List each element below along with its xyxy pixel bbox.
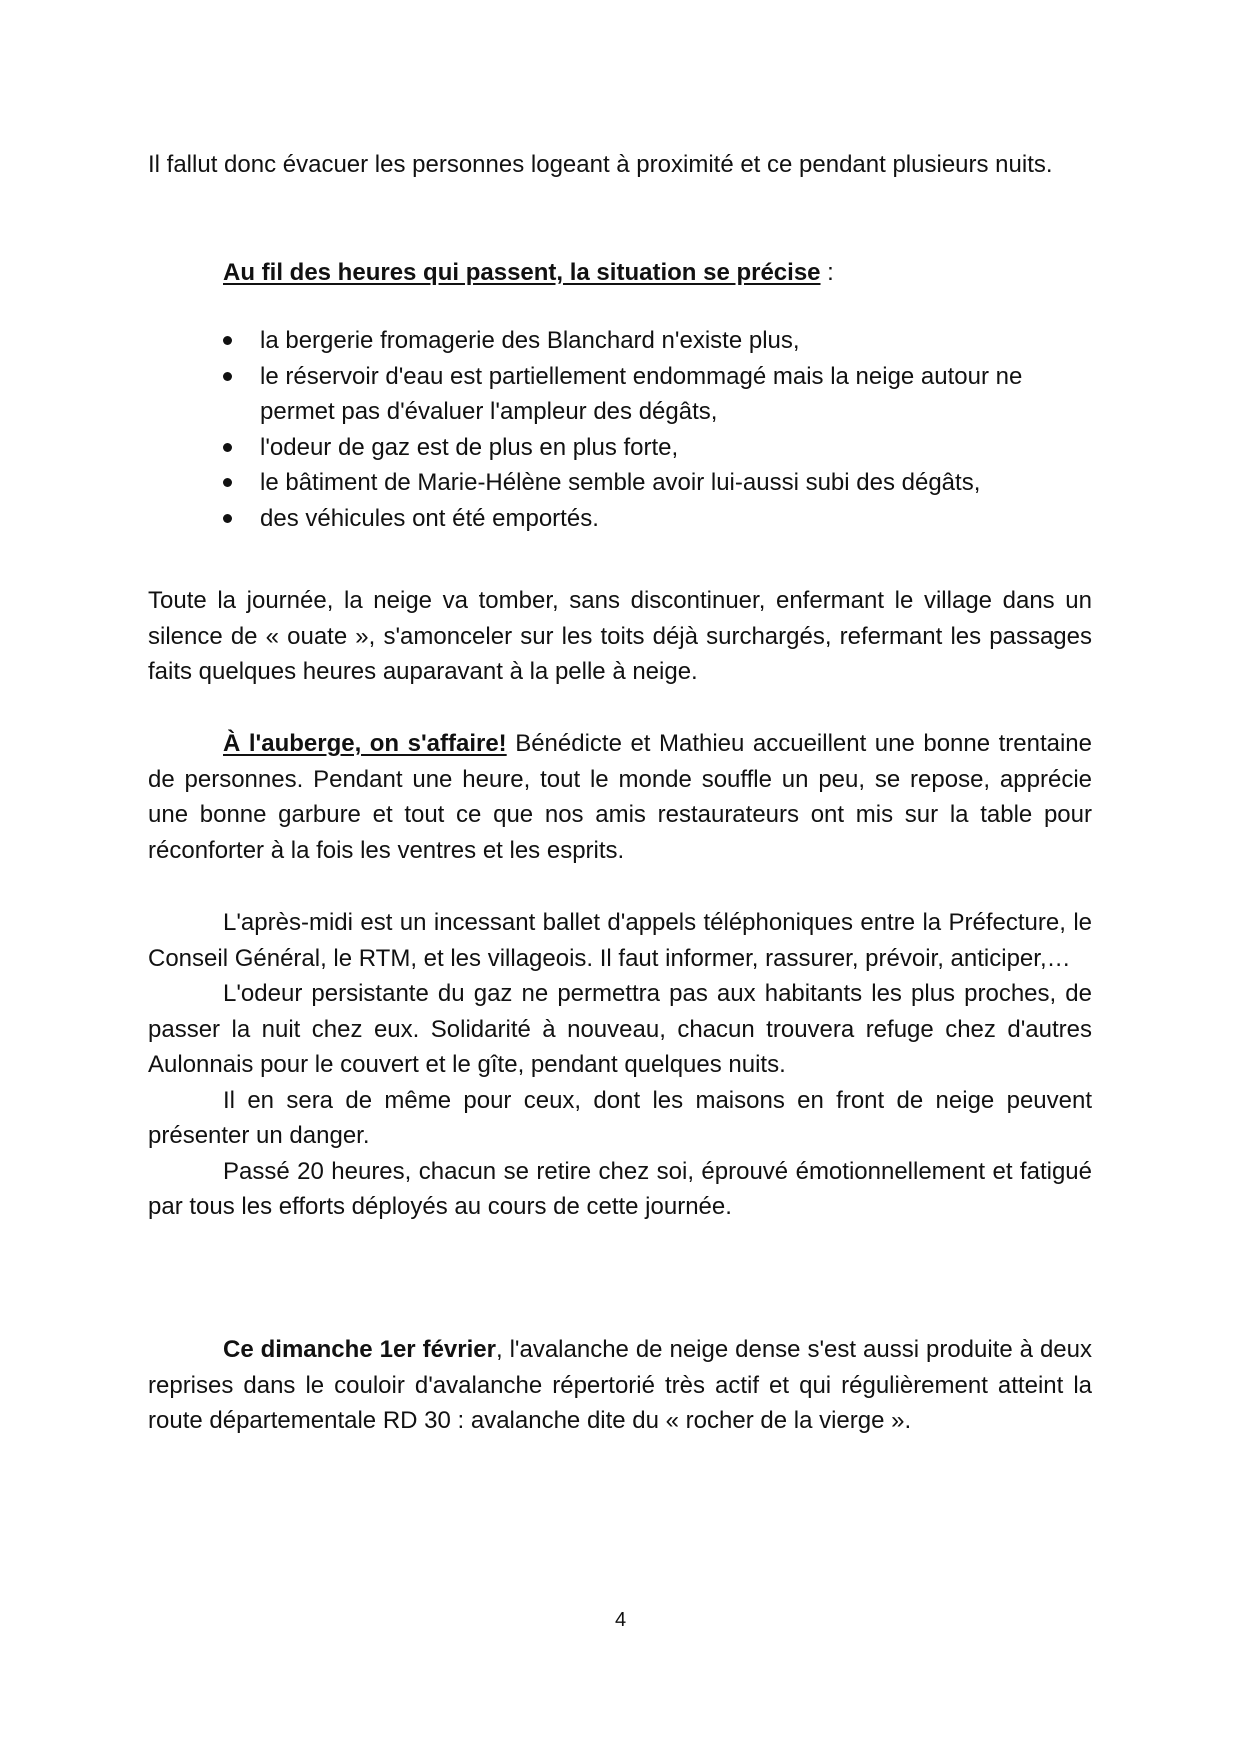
list-item (148, 430, 1092, 466)
bullet-icon (223, 478, 232, 487)
list-item-text: la bergerie fromagerie des Blanchard n'existe plus, (260, 327, 800, 354)
bullet-icon (223, 336, 232, 345)
list-item (148, 465, 1092, 501)
bullet-icon (223, 372, 232, 381)
intro-paragraph (148, 147, 1092, 183)
page-number: 4 (614, 1609, 627, 1631)
intro-text: Il fallut donc évacuer les personnes logeant à proximité et ce pendant plusieurs nuits. (148, 151, 1053, 178)
auberge-paragraph (148, 726, 1092, 868)
situation-bullet-list (148, 323, 1092, 536)
afternoon-paragraph: Passé 20 heures, chacun se retire chez soi, éprouvé émotionnellement et fatigué par tous les efforts déployés au cours de cette journée. (148, 1157, 1092, 1220)
auberge-heading: À l'auberge, on s'affaire! (223, 730, 507, 757)
section-heading (148, 255, 1092, 291)
list-item (148, 359, 1092, 430)
afternoon-paragraph: Il en sera de même pour ceux, dont les maisons en front de neige peuvent présenter un danger. (148, 1086, 1092, 1149)
sunday-heading: Ce dimanche 1er février (223, 1336, 496, 1363)
section-heading-suffix: : (820, 259, 834, 286)
bullet-icon (223, 443, 232, 452)
list-item-text: le bâtiment de Marie-Hélène semble avoir lui-aussi subi des dégâts, (260, 469, 981, 496)
sunday-text: , l'avalanche de neige dense s'est aussi produite à deux reprises dans le couloir d'avalanche répertorié très actif et qui régulièrement atteint la route départementale RD 30 : avalanche dite du « rocher de la vierge ». (148, 1336, 1092, 1434)
list-item-text: des véhicules ont été emportés. (260, 504, 599, 532)
sunday-paragraph (148, 1332, 1092, 1439)
auberge-text: Bénédicte et Mathieu accueillent une bonne trentaine de personnes. Pendant une heure, tout le monde souffle un peu, se repose, apprécie une bonne garbure et tout ce que nos amis restaurateurs ont mis sur la table pour réconforter à la fois les ventres et les esprits. (148, 730, 1092, 864)
list-item-text: le réservoir d'eau est partiellement endommagé mais la neige autour ne permet pas d'évaluer l'ampleur des dégâts, (260, 362, 1023, 425)
list-item (148, 323, 1092, 359)
section-heading-label: Au fil des heures qui passent, la situation se précise (223, 259, 821, 286)
bullet-icon (223, 514, 232, 523)
afternoon-paragraph: L'odeur persistante du gaz ne permettra pas aux habitants les plus proches, de passer la nuit chez eux. Solidarité à nouveau, chacun trouvera refuge chez d'autres Aulonnais pour le couvert et le gîte, pendant quelques nuits. (148, 980, 1092, 1078)
list-item-text: l'odeur de gaz est de plus en plus forte, (260, 433, 679, 461)
list-item (148, 501, 1092, 537)
afternoon-paragraph: L'après-midi est un incessant ballet d'appels téléphoniques entre la Préfecture, le Conseil Général, le RTM, et les villageois. Il faut informer, rassurer, prévoir, anticiper,… (148, 909, 1092, 972)
afternoon-section (148, 905, 1092, 1225)
snow-paragraph (148, 583, 1092, 690)
snow-paragraph-text: Toute la journée, la neige va tomber, sans discontinuer, enfermant le village dans un silence de « ouate », s'amonceler sur les toits déjà surchargés, refermant les passages faits quelques heures auparavant à la pelle à neige. (148, 587, 1092, 685)
